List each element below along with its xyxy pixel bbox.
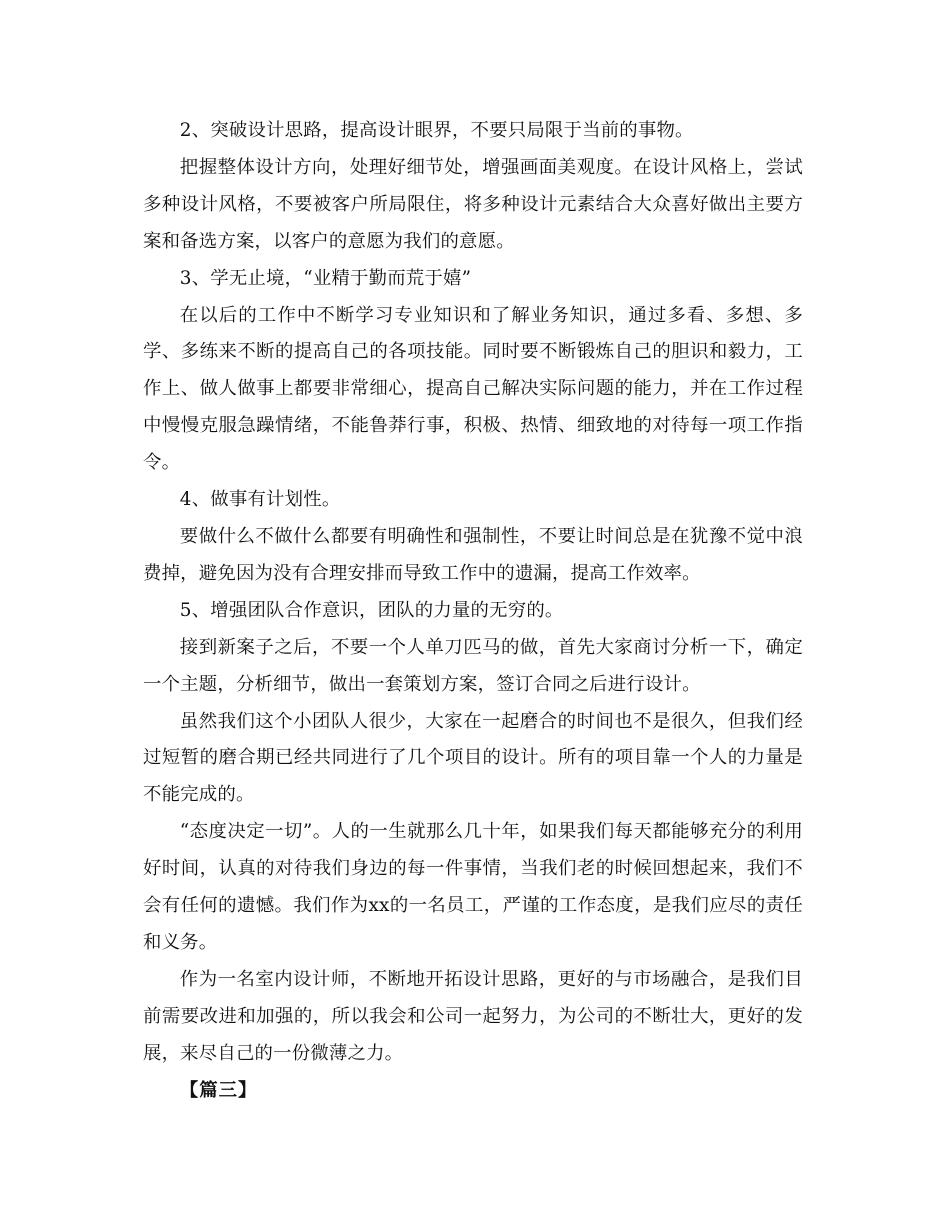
point-5-body-2: 虽然我们这个小团队人很少，大家在一起磨合的时间也不是很久，但我们经过短暂的磨合期已经共同进行了几个项目的设计。所有的项目靠一个人的力量是不能完成的。 [143,710,803,806]
point-4-heading: 4、做事有计划性。 [179,489,341,511]
point-2-body: 把握整体设计方向，处理好细节处，增强画面美观度。在设计风格上，尝试多种设计风格，不要被客户所局限住，将多种设计元素结合大众喜好做出主要方案和备选方案，以客户的意愿为我们的意愿。 [143,156,803,252]
section-marker: 【篇三】 [179,1079,258,1101]
point-5-body-1: 接到新案子之后，不要一个人单刀匹马的做，首先大家商讨分析一下，确定一个主题，分析细节，做出一套策划方案，签订合同之后进行设计。 [143,636,803,695]
point-2-heading: 2、突破设计思路，提高设计眼界，不要只局限于当前的事物。 [179,120,694,141]
attitude-paragraph: “态度决定一切”。人的一生就那么几十年，如果我们每天都能够充分的利用好时间，认真的对待我们身边的每一件事情，当我们老的时候回想起来，我们不会有任何的遗憾。我们作为xx的一名员工，严谨的工作态度，是我们应尽的责任和义务。 [143,821,803,953]
closing-paragraph: 作为一名室内设计师，不断地开拓设计思路，更好的与市场融合，是我们目前需要改进和加强的，所以我会和公司一起努力，为公司的不断壮大，更好的发展，来尽自己的一份微薄之力。 [143,968,803,1064]
point-3-heading: 3、学无止境，“业精于勤而荒于嬉” [179,267,472,289]
point-3-body: 在以后的工作中不断学习专业知识和了解业务知识，通过多看、多想、多学、多练来不断的提高自己的各项技能。同时要不断锻炼自己的胆识和毅力，工作上、做人做事上都要非常细心，提高自己解决实际问题的能力，并在工作过程中慢慢克服急躁情绪，不能鲁莽行事，积极、热情、细致地的对待每一项工作指令。 [143,304,803,474]
point-5-heading: 5、增强团队合作意识，团队的力量的无穷的。 [179,599,564,621]
document-body [143,113,803,1109]
point-4-body: 要做什么不做什么都要有明确性和强制性，不要让时间总是在犹豫不觉中浪费掉，避免因为没有合理安排而导致工作中的遗漏，提高工作效率。 [143,525,803,584]
